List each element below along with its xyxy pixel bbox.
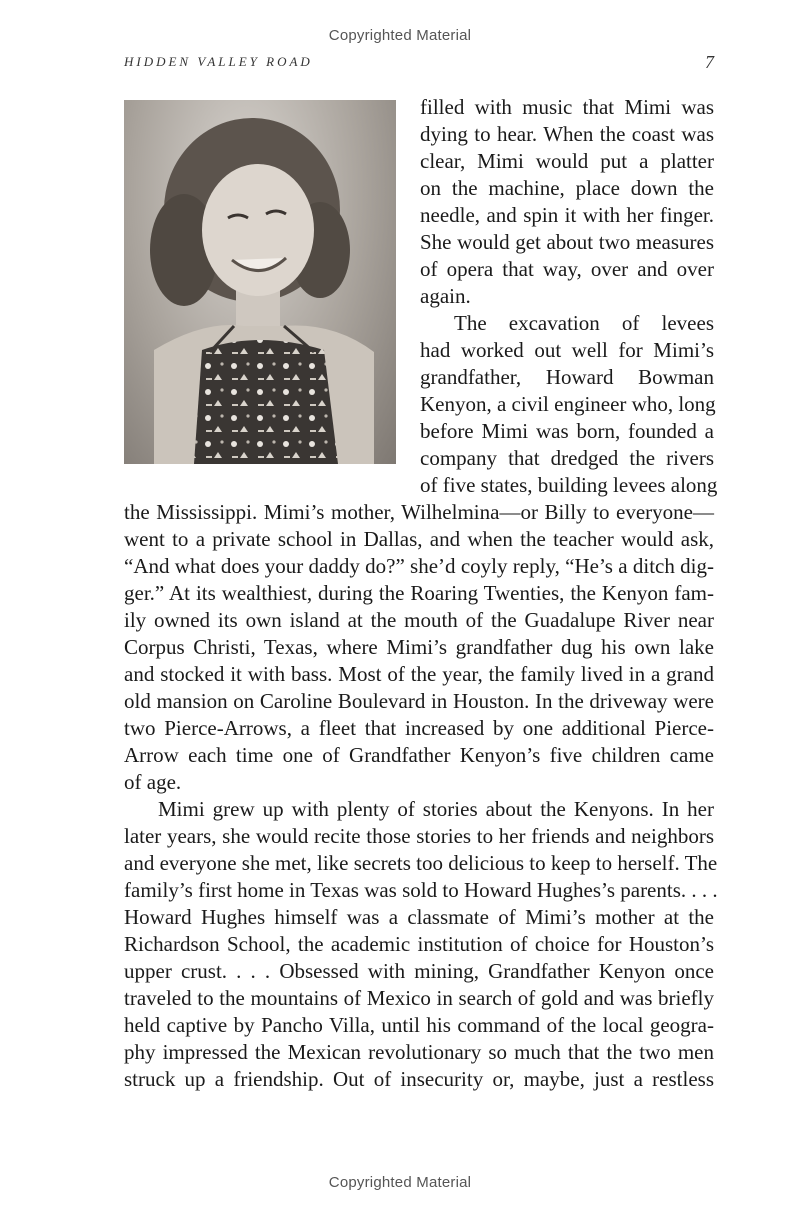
body-line: on the machine, place down the (420, 176, 714, 200)
copyright-watermark-bottom: Copyrighted Material (328, 1174, 472, 1191)
body-line: before Mimi was born, founded a (420, 419, 714, 443)
body-line: clear, Mimi would put a platter (420, 149, 714, 173)
body-line: family’s first home in Texas was sold to Howard Hughes’s parents. . . . (124, 878, 718, 902)
body-line: Richardson School, the academic institution of choice for Houston’s (124, 932, 714, 956)
body-line: of opera that way, over and over (420, 257, 714, 281)
body-line: went to a private school in Dallas, and when the teacher would ask, (124, 527, 714, 551)
body-line: the Mississippi. Mimi’s mother, Wilhelmina—or Billy to everyone— (124, 500, 714, 524)
body-line: She would get about two measures (420, 230, 714, 254)
body-line: “And what does your daddy do?” she’d coyly reply, “He’s a ditch dig- (124, 554, 714, 578)
copyright-watermark-top: Copyrighted Material (328, 27, 472, 44)
body-line: later years, she would recite those stories to her friends and neighbors (124, 824, 714, 848)
page-number: 7 (705, 52, 714, 72)
body-line: Howard Hughes himself was a classmate of Mimi’s mother at the (124, 905, 714, 929)
body-line: ily owned its own island at the mouth of the Guadalupe River near (124, 608, 714, 632)
body-line: of age. (124, 770, 182, 794)
portrait-illustration (124, 100, 396, 464)
body-line: struck up a friendship. Out of insecurity or, maybe, just a restless (124, 1067, 714, 1091)
body-line: upper crust. . . . Obsessed with mining, Grandfather Kenyon once (124, 959, 714, 983)
body-line: phy impressed the Mexican revolutionary so much that the two men (124, 1040, 714, 1064)
body-line: had worked out well for Mimi’s (420, 338, 714, 362)
body-line: Arrow each time one of Grandfather Kenyon’s five children came (124, 743, 714, 767)
body-line: two Pierce-Arrows, a fleet that increased by one additional Pierce- (124, 716, 714, 740)
body-line: and stocked it with bass. Most of the year, the family lived in a grand (124, 662, 714, 686)
body-line: of five states, building levees along (420, 473, 718, 497)
body-line: and everyone she met, like secrets too delicious to keep to herself. The (124, 851, 718, 875)
body-line: traveled to the mountains of Mexico in search of gold and was briefly (124, 986, 714, 1010)
body-line: filled with music that Mimi was (420, 95, 714, 119)
portrait-photo (124, 100, 396, 464)
body-line: again. (420, 284, 471, 308)
body-line: old mansion on Caroline Boulevard in Houston. In the driveway were (124, 689, 714, 713)
body-line: grandfather, Howard Bowman (420, 365, 714, 389)
body-line: Corpus Christi, Texas, where Mimi’s grandfather dug his own lake (124, 635, 714, 659)
body-line: The excavation of levees (454, 311, 714, 335)
body-line: needle, and spin it with her finger. (420, 203, 714, 227)
body-line: Mimi grew up with plenty of stories about the Kenyons. In her (158, 797, 714, 821)
body-line: company that dredged the rivers (420, 446, 714, 470)
body-line: ger.” At its wealthiest, during the Roaring Twenties, the Kenyon fam- (124, 581, 714, 605)
body-line: dying to hear. When the coast was (420, 122, 714, 146)
body-line: Kenyon, a civil engineer who, long (420, 392, 716, 416)
running-head: HIDDEN VALLEY ROAD (124, 54, 313, 69)
body-line: held captive by Pancho Villa, until his command of the local geogra- (124, 1013, 714, 1037)
